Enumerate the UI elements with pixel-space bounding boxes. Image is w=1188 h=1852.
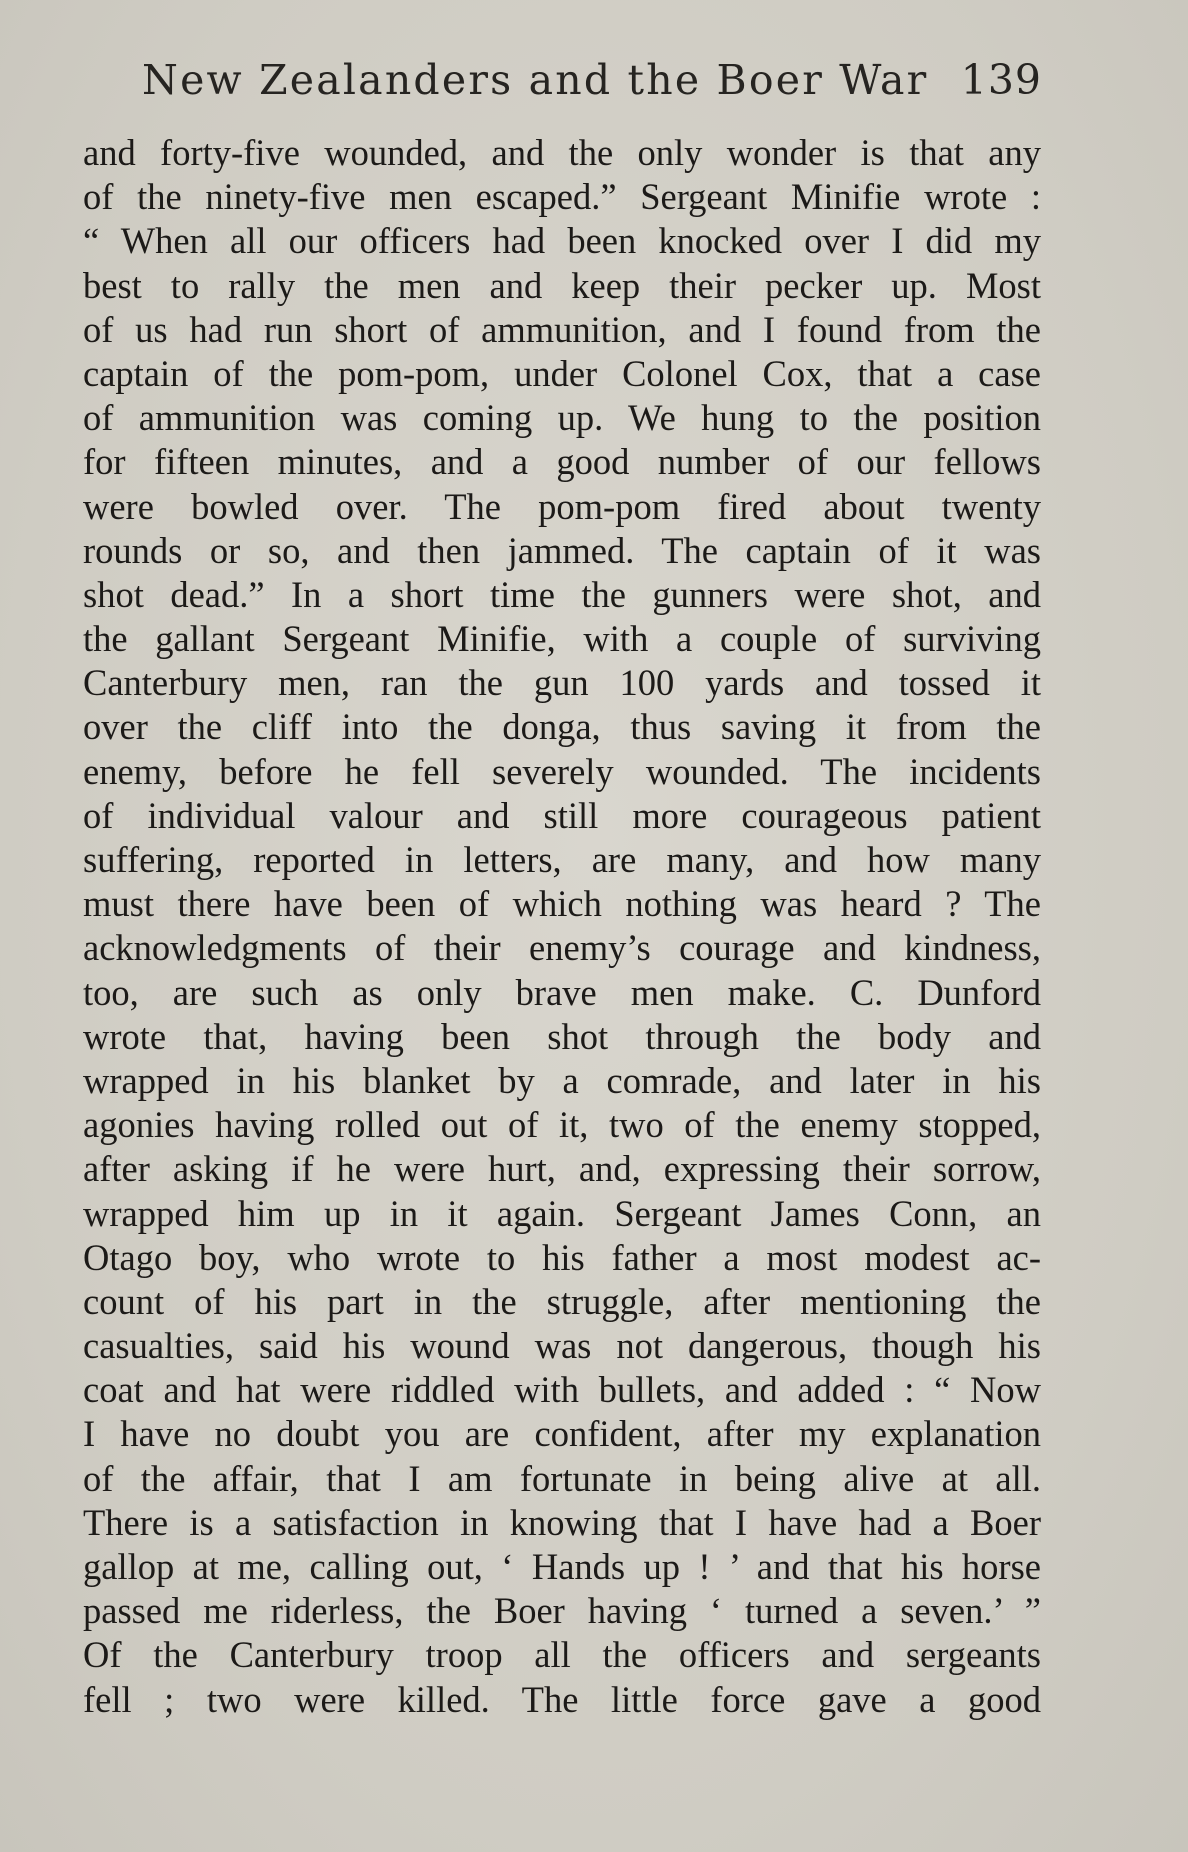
text-line: captain of the pom-pom, under Colonel Cox, that a case [83, 352, 1041, 394]
text-line: of individual valour and still more courageous patient [83, 794, 1041, 836]
text-line: coat and hat were riddled with bullets, and added : “ Now [83, 1369, 1041, 1411]
text-line: too, are such as only brave men make. C. Dunford [83, 971, 1041, 1013]
text-line: acknowledgments of their enemy’s courage and kindness, [83, 927, 1041, 969]
text-line: Otago boy, who wrote to his father a most modest ac- [83, 1236, 1041, 1278]
text-line: casualties, said his wound was not dangerous, though his [83, 1325, 1041, 1367]
text-line: of the ninety-five men escaped.” Sergeant Minifie wrote : [83, 176, 1041, 218]
page-number: 139 [960, 56, 1042, 104]
text-line: for fifteen minutes, and a good number of our fellows [83, 441, 1041, 483]
text-line: the gallant Sergeant Minifie, with a couple of surviving [83, 618, 1041, 660]
text-line: count of his part in the struggle, after mentioning the [83, 1280, 1041, 1322]
text-line: shot dead.” In a short time the gunners were shot, and [83, 573, 1041, 615]
text-line: wrapped him up in it again. Sergeant James Conn, an [83, 1192, 1041, 1234]
text-line: of ammunition was coming up. We hung to the position [83, 397, 1041, 439]
text-line: of us had run short of ammunition, and I found from the [83, 308, 1041, 350]
text-line: enemy, before he fell severely wounded. The incidents [83, 750, 1041, 792]
text-line: Of the Canterbury troop all the officers and sergeants [83, 1634, 1041, 1676]
text-line: I have no doubt you are confident, after my explanation [83, 1413, 1041, 1455]
text-line: “ When all our officers had been knocked over I did my [83, 220, 1041, 262]
text-line: agonies having rolled out of it, two of the enemy stopped, [83, 1104, 1041, 1146]
text-line: best to rally the men and keep their pecker up. Most [83, 264, 1041, 306]
body-text [83, 131, 1041, 1722]
text-line: were bowled over. The pom-pom fired about twenty [83, 485, 1041, 527]
running-head-title: New Zealanders and the Boer War [142, 56, 929, 104]
text-line: after asking if he were hurt, and, expressing their sorrow, [83, 1148, 1041, 1190]
text-line: must there have been of which nothing was heard ? The [83, 883, 1041, 925]
text-line: Canterbury men, ran the gun 100 yards and tossed it [83, 662, 1041, 704]
text-line: over the cliff into the donga, thus saving it from the [83, 706, 1041, 748]
text-line: suffering, reported in letters, are many, and how many [83, 839, 1041, 880]
running-head [142, 56, 1042, 114]
text-line: fell ; two were killed. The little force gave a good [83, 1678, 1041, 1720]
text-line: rounds or so, and then jammed. The captain of it was [83, 529, 1041, 571]
text-line: of the affair, that I am fortunate in being alive at all. [83, 1457, 1041, 1499]
text-line: wrapped in his blanket by a comrade, and later in his [83, 1059, 1041, 1101]
text-line: wrote that, having been shot through the body and [83, 1015, 1041, 1057]
text-line: gallop at me, calling out, ‘ Hands up ! ’ and that his horse [83, 1546, 1041, 1587]
text-line: and forty-five wounded, and the only wonder is that any [83, 132, 1041, 173]
text-line: passed me riderless, the Boer having ‘ turned a seven.’ ” [83, 1590, 1041, 1632]
text-line: There is a satisfaction in knowing that I have had a Boer [83, 1501, 1041, 1543]
